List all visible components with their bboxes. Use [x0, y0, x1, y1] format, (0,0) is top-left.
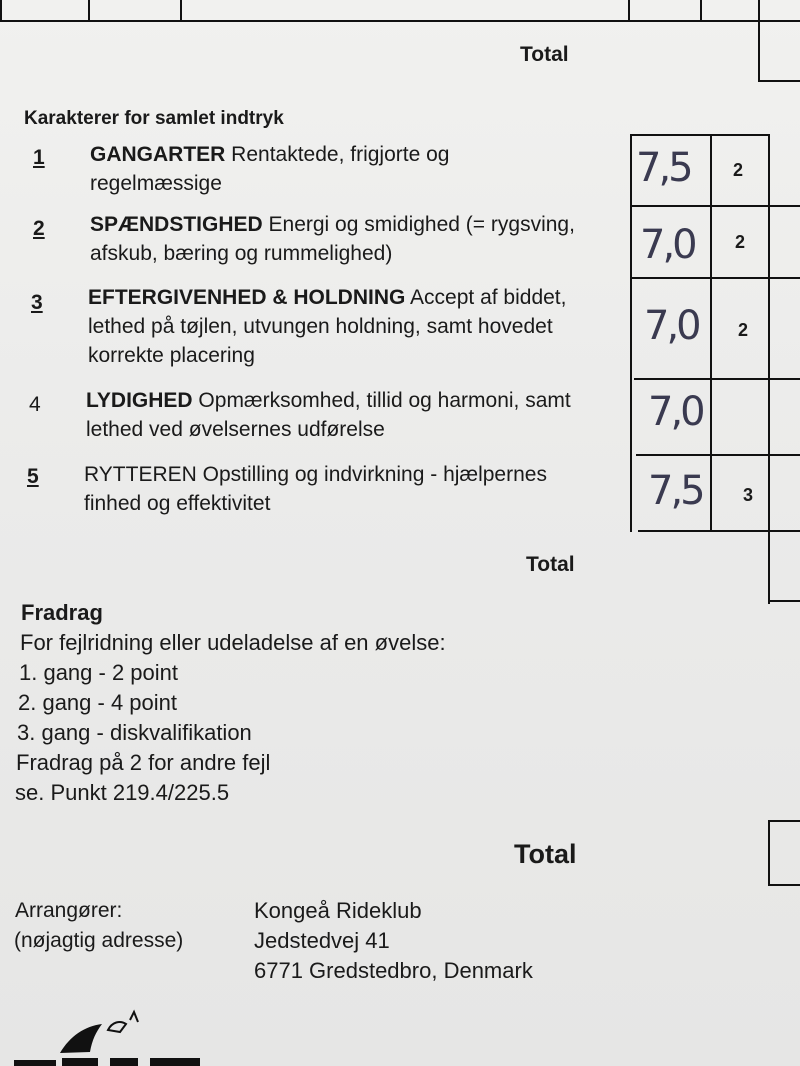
federation-logo: [0, 1008, 260, 1066]
item-text: Energi og smidighed (= rygsving,: [262, 213, 575, 236]
item-text-2: regelmæssige: [90, 172, 222, 195]
deductions-line: For fejlridning eller udeladelse af en øvelse:: [20, 630, 446, 655]
item-text: Opmærksomhed, tillid og harmoni, samt: [192, 389, 571, 412]
item-text-2: finhed og effektivitet: [84, 492, 271, 515]
coefficient: 2: [738, 320, 749, 340]
score-value: 7,0: [648, 389, 703, 435]
deductions-line: 1. gang - 2 point: [19, 660, 179, 685]
score-value: 7,5: [648, 468, 703, 514]
item-number: 2: [33, 217, 45, 240]
deductions-line: 3. gang - diskvalifikation: [17, 720, 252, 745]
organizer-city: 6771 Gredstedbro, Denmark: [254, 958, 533, 983]
item-title: GANGARTER: [90, 143, 226, 166]
item-number: 3: [31, 291, 43, 314]
deductions-line: 2. gang - 4 point: [18, 690, 178, 715]
item-text-3: korrekte placering: [88, 344, 255, 367]
item-title: LYDIGHED: [86, 389, 193, 412]
item-text-2: afskub, bæring og rummelighed): [90, 242, 393, 265]
coefficient: 3: [743, 485, 754, 505]
item-number: 5: [27, 465, 39, 488]
organizer-label: Arrangører:: [15, 899, 123, 922]
item-description: [90, 210, 620, 268]
score-value: 7,0: [644, 303, 699, 349]
coefficient: 2: [733, 160, 744, 180]
coefficient: 2: [735, 232, 746, 252]
item-number: 4: [29, 393, 41, 416]
item-text-2: lethed på tøjlen, utvungen holdning, samt hovedet: [88, 315, 553, 338]
deductions-line: se. Punkt 219.4/225.5: [15, 780, 230, 805]
score-value: 7,5: [636, 145, 691, 191]
item-description: [84, 460, 629, 518]
item-text: RYTTEREN Opstilling og indvirkning - hjælpernes: [84, 463, 547, 486]
organizer-name: Kongeå Rideklub: [254, 898, 422, 923]
item-number: 1: [33, 146, 45, 169]
item-description: [86, 386, 631, 444]
deductions-line: Fradrag på 2 for andre fejl: [16, 750, 271, 775]
item-title: SPÆNDSTIGHED: [90, 213, 263, 236]
item-text-2: lethed ved øvelsernes udførelse: [86, 418, 385, 441]
item-description: [90, 140, 620, 198]
deductions-total-label: Total: [514, 839, 577, 869]
score-value: 7,0: [640, 222, 695, 268]
organizer-label-address: (nøjagtig adresse): [14, 929, 184, 952]
item-description: [88, 283, 628, 370]
collective-total-label: Total: [526, 553, 575, 576]
item-title: EFTERGIVENHED & HOLDNING: [88, 286, 406, 309]
deductions-heading: Fradrag: [21, 600, 103, 625]
top-total-label: Total: [520, 43, 569, 66]
collective-heading: Karakterer for samlet indtryk: [24, 108, 284, 129]
item-text: Rentaktede, frigjorte og: [225, 143, 450, 166]
organizer-street: Jedstedvej 41: [254, 928, 390, 953]
item-text: Accept af biddet,: [405, 286, 567, 309]
